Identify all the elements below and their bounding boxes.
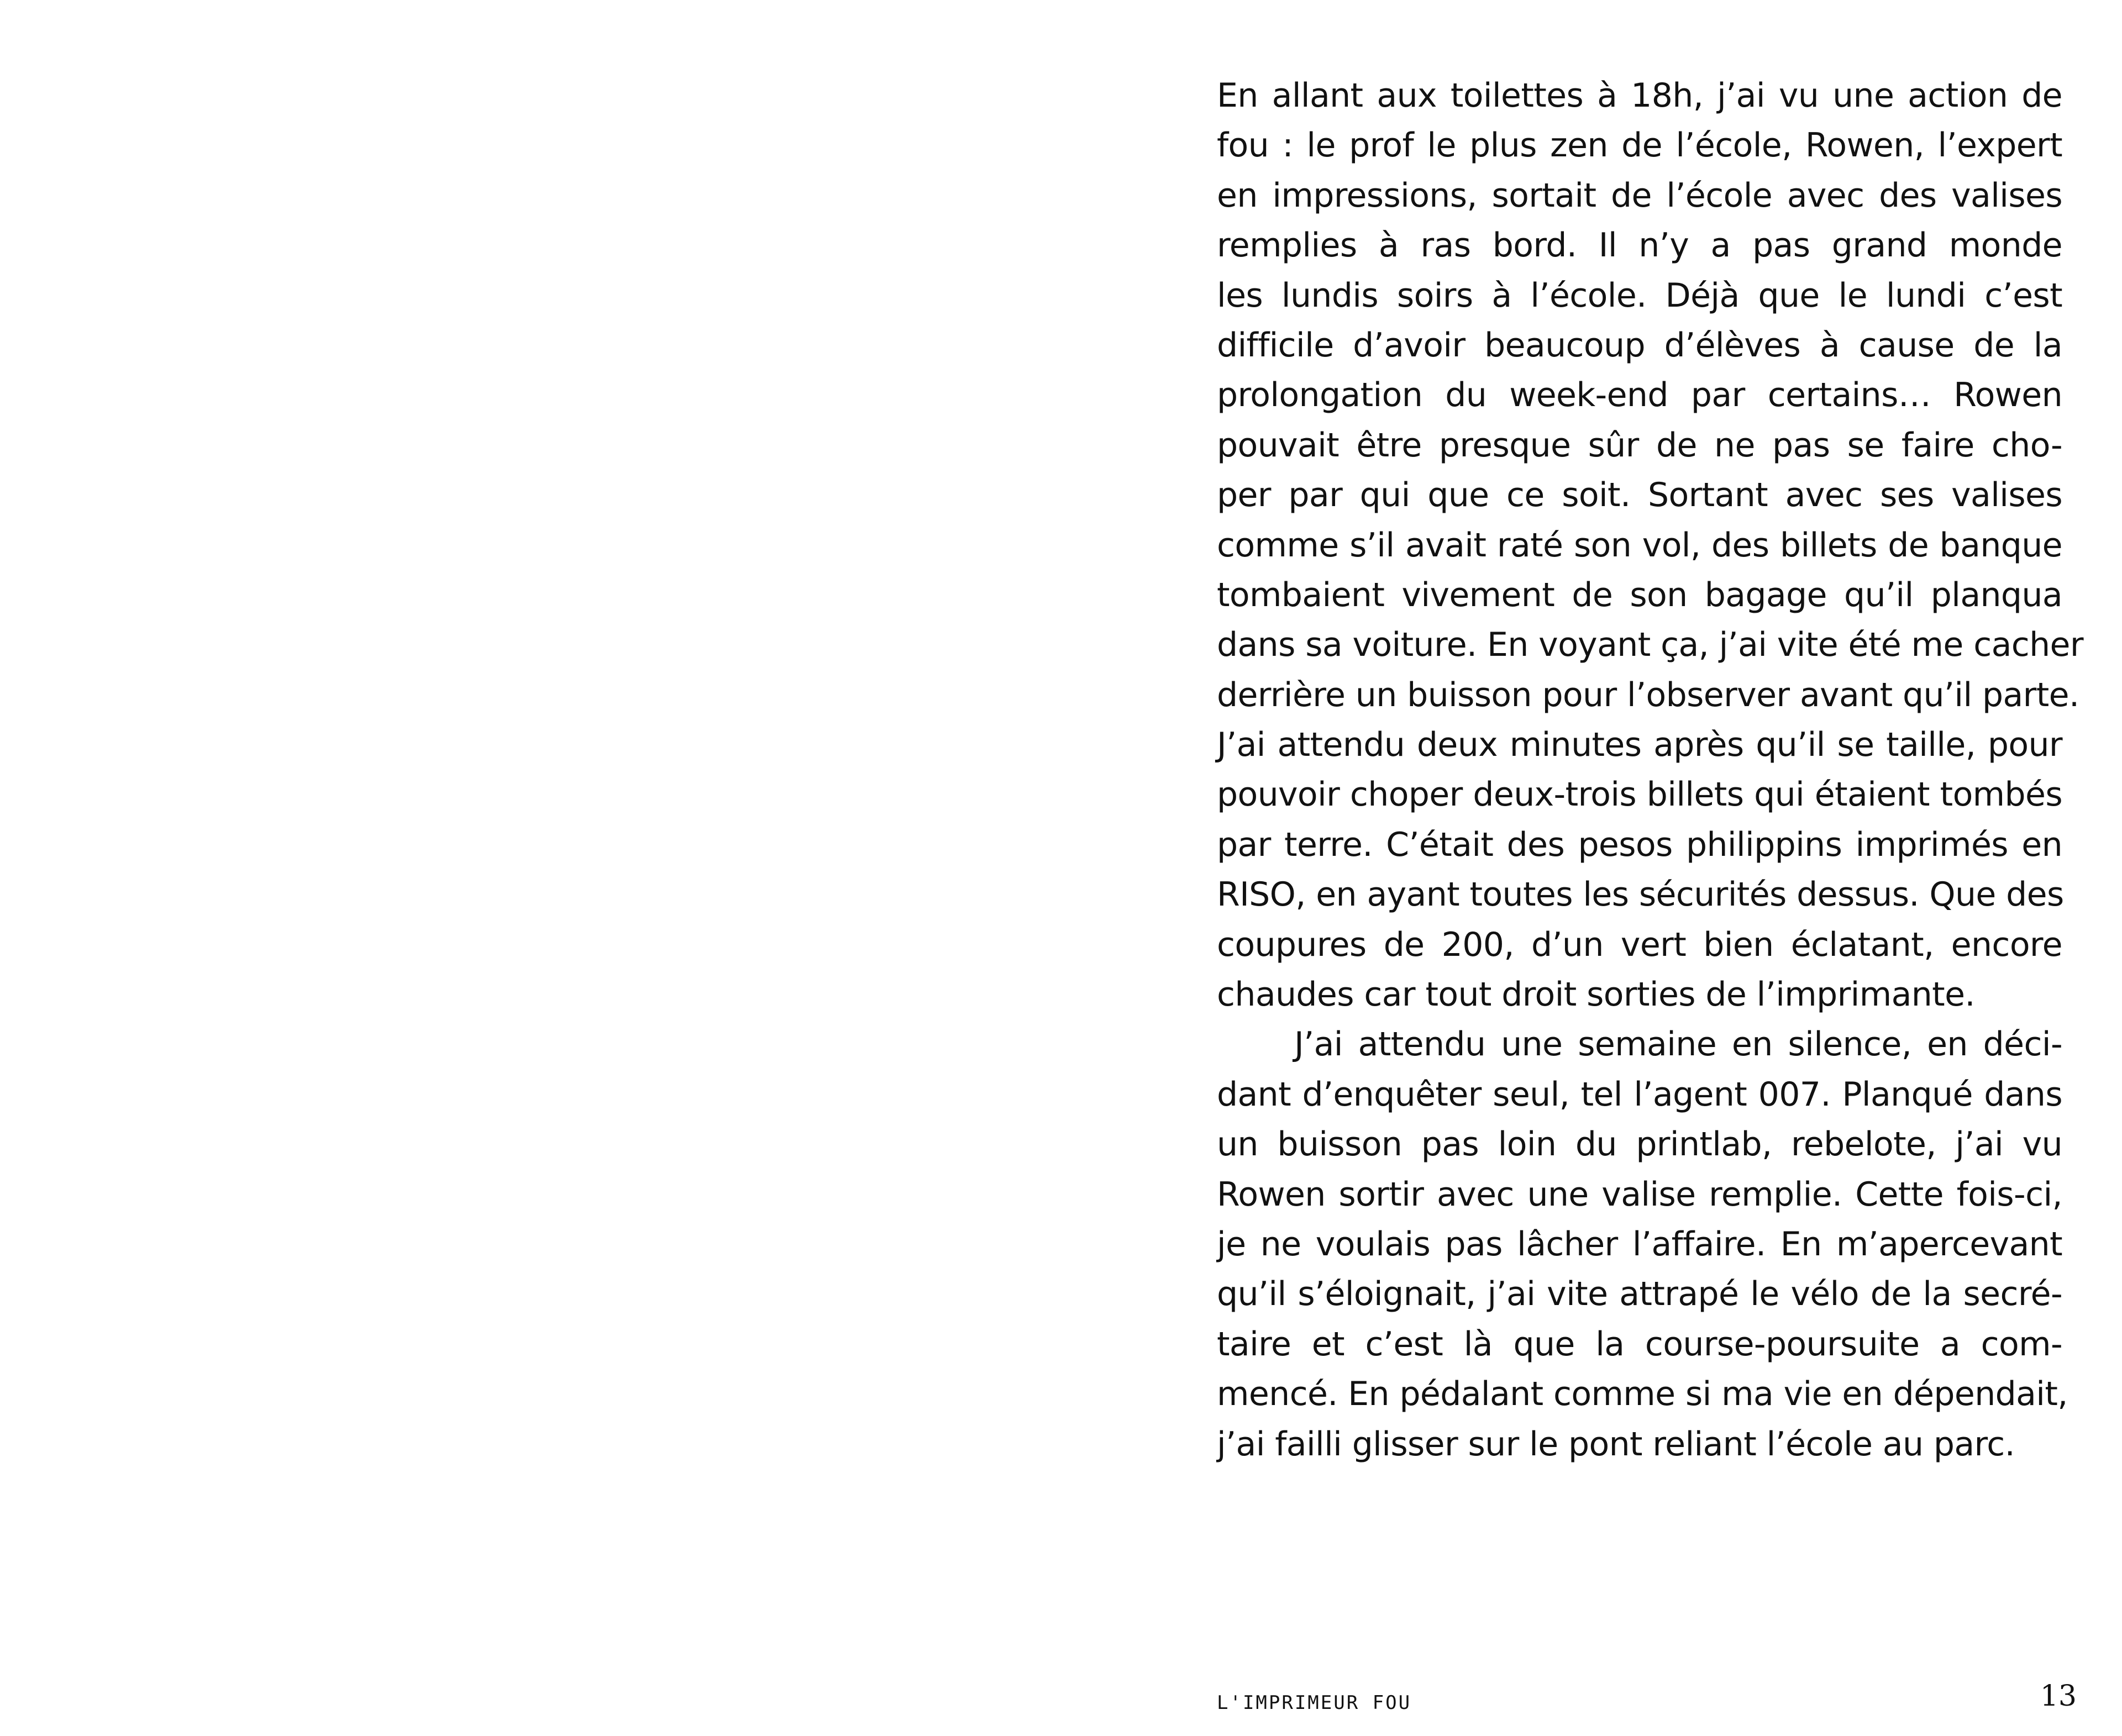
paragraph-2 <box>1217 1019 2068 1469</box>
text-line: je ne voulais pas lâcher l’affaire. En m’apercevant <box>1217 1224 2062 1264</box>
text-line: j’ai failli glisser sur le pont reliant l’école au parc. <box>1217 1424 2015 1464</box>
text-line: J’ai attendu deux minutes après qu’il se taille, pour <box>1217 725 2062 765</box>
text-line: comme s’il avait raté son vol, des billets de banque <box>1217 525 2062 565</box>
text-line: dant d’enquêter seul, tel l’agent 007. Planqué dans <box>1217 1075 2062 1114</box>
text-line: difficile d’avoir beaucoup d’élèves à cause de la <box>1217 325 2062 365</box>
text-line: pouvoir choper deux-trois billets qui étaient tombés <box>1217 775 2062 814</box>
paragraph-1 <box>1217 71 2083 1019</box>
text-line: per par qui que ce soit. Sortant avec ses valises <box>1217 476 2062 515</box>
text-line: remplies à ras bord. Il n’y a pas grand monde <box>1217 226 2062 265</box>
text-line: prolongation du week-end par certains… Rowen <box>1217 376 2062 415</box>
text-line: coupures de 200, d’un vert bien éclatant, encore <box>1217 925 2062 964</box>
text-line: En allant aux toilettes à 18h, j’ai vu une action de <box>1217 76 2062 115</box>
text-line: qu’il s’éloignait, j’ai vite attrapé le vélo de la secré- <box>1217 1275 2062 1314</box>
text-line: en impressions, sortait de l’école avec des valises <box>1217 176 2062 215</box>
text-line: taire et c’est là que la course-poursuite a com- <box>1217 1324 2062 1364</box>
text-line: mencé. En pédalant comme si ma vie en dépendait, <box>1217 1375 2068 1414</box>
text-line: les lundis soirs à l’école. Déjà que le lundi c’est <box>1217 276 2062 315</box>
text-line: dans sa voiture. En voyant ça, j’ai vite été me cacher <box>1217 625 2083 665</box>
text-line: un buisson pas loin du printlab, rebelote, j’ai vu <box>1217 1125 2062 1164</box>
text-line: derrière un buisson pour l’observer avant qu’il parte. <box>1217 675 2079 714</box>
text-line: fou : le prof le plus zen de l’école, Rowen, l’expert <box>1217 126 2062 165</box>
text-line: chaudes car tout droit sorties de l’imprimante. <box>1217 975 1975 1014</box>
text-line: pouvait être presque sûr de ne pas se faire cho- <box>1217 425 2062 465</box>
running-title: L'IMPRIMEUR FOU <box>1217 1692 1412 1714</box>
text-line: RISO, en ayant toutes les sécurités dessus. Que des <box>1217 875 2064 914</box>
right-page <box>1061 0 2122 1736</box>
body-text <box>1217 71 2083 1469</box>
text-line: Rowen sortir avec une valise remplie. Cette fois-ci, <box>1217 1175 2062 1214</box>
text-line: par terre. C’était des pesos philippins imprimés en <box>1217 825 2062 864</box>
page-number: 13 <box>2040 1680 2077 1713</box>
text-line: J’ai attendu une semaine en silence, en déci- <box>1294 1025 2062 1064</box>
text-line: tombaient vivement de son bagage qu’il planqua <box>1217 575 2062 614</box>
